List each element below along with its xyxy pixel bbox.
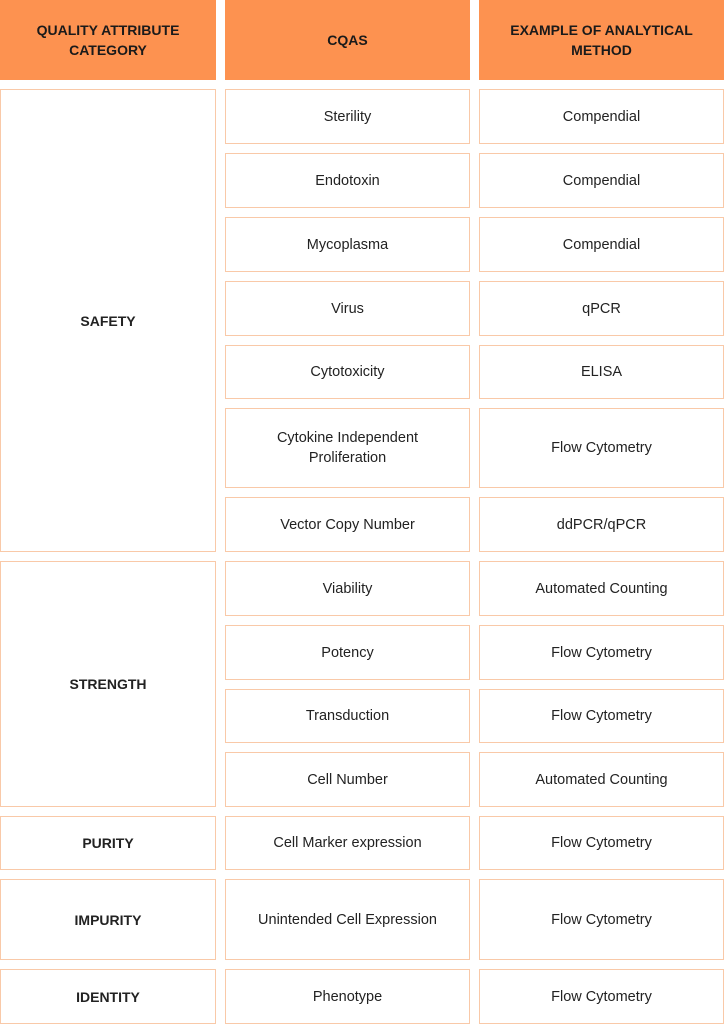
cqa-cell bbox=[225, 217, 470, 272]
method-label: Flow Cytometry bbox=[551, 708, 652, 724]
method-cell bbox=[479, 281, 724, 336]
method-cell bbox=[479, 89, 724, 144]
method-label: Flow Cytometry bbox=[551, 911, 652, 928]
cqa-label: Vector Copy Number bbox=[280, 516, 415, 533]
cqa-label: Cytotoxicity bbox=[310, 364, 385, 380]
cqa-cell bbox=[225, 689, 470, 743]
method-label: Compendial bbox=[562, 172, 641, 189]
cqa-label: Potency bbox=[321, 644, 374, 661]
cqa-label: Sterility bbox=[323, 108, 372, 125]
method-cell bbox=[479, 408, 724, 488]
cqa-cell bbox=[225, 345, 470, 399]
category-label: STRENGTH bbox=[69, 676, 147, 692]
method-label: Compendial bbox=[562, 236, 641, 253]
method-cell bbox=[479, 752, 724, 807]
method-cell bbox=[479, 969, 724, 1024]
cqa-cell bbox=[225, 561, 470, 616]
method-cell bbox=[479, 217, 724, 272]
cqa-label: Virus bbox=[331, 300, 364, 317]
category-cell-purity bbox=[0, 816, 216, 870]
method-label: Flow Cytometry bbox=[551, 440, 652, 456]
cqa-cell bbox=[225, 89, 470, 144]
category-cell-impurity bbox=[0, 879, 216, 960]
method-label: Flow Cytometry bbox=[551, 644, 652, 661]
cqa-label: Viability bbox=[322, 580, 373, 597]
category-cell-strength bbox=[0, 561, 216, 807]
header-quality-attribute-category bbox=[0, 0, 216, 80]
cqa-cell bbox=[225, 408, 470, 488]
cqa-label: Unintended Cell Expression bbox=[258, 911, 437, 928]
cqa-label: Endotoxin bbox=[315, 172, 380, 189]
header-cqas bbox=[225, 0, 470, 80]
header-example-analytical-method bbox=[479, 0, 724, 80]
method-cell bbox=[479, 153, 724, 208]
cqa-label: Cell Marker expression bbox=[273, 835, 422, 851]
method-label: Flow Cytometry bbox=[551, 988, 652, 1005]
header-category-label: QUALITY ATTRIBUTE CATEGORY bbox=[36, 22, 180, 58]
cqa-label: Cytokine Independent Proliferation bbox=[276, 430, 419, 466]
cqa-label: Phenotype bbox=[312, 988, 383, 1005]
method-label: Flow Cytometry bbox=[551, 835, 652, 851]
cqa-cell bbox=[225, 497, 470, 552]
cqa-cell bbox=[225, 281, 470, 336]
cqa-cell bbox=[225, 625, 470, 680]
cqa-label: Mycoplasma bbox=[306, 236, 389, 253]
method-label: ddPCR/qPCR bbox=[556, 516, 647, 533]
cqa-label: Transduction bbox=[305, 708, 390, 724]
cqa-cell bbox=[225, 752, 470, 807]
category-cell-safety bbox=[0, 89, 216, 552]
category-label: PURITY bbox=[82, 835, 134, 851]
category-label: IMPURITY bbox=[74, 911, 142, 928]
category-label: SAFETY bbox=[80, 312, 136, 329]
method-cell bbox=[479, 689, 724, 743]
category-label: IDENTITY bbox=[76, 988, 140, 1005]
method-label: Automated Counting bbox=[535, 771, 668, 788]
method-cell bbox=[479, 345, 724, 399]
method-cell bbox=[479, 561, 724, 616]
cqa-cell bbox=[225, 969, 470, 1024]
method-cell bbox=[479, 816, 724, 870]
method-label: qPCR bbox=[582, 300, 621, 317]
category-cell-identity bbox=[0, 969, 216, 1024]
method-label: Automated Counting bbox=[535, 580, 668, 597]
cqa-cell bbox=[225, 879, 470, 960]
method-cell bbox=[479, 625, 724, 680]
header-method-label: EXAMPLE OF ANALYTICAL METHOD bbox=[510, 22, 693, 58]
method-label: ELISA bbox=[580, 364, 623, 380]
header-cqas-label: CQAS bbox=[327, 32, 368, 48]
method-label: Compendial bbox=[562, 108, 641, 125]
cqa-label: Cell Number bbox=[307, 771, 388, 788]
method-cell bbox=[479, 497, 724, 552]
cqa-cell bbox=[225, 816, 470, 870]
cqa-cell bbox=[225, 153, 470, 208]
method-cell bbox=[479, 879, 724, 960]
